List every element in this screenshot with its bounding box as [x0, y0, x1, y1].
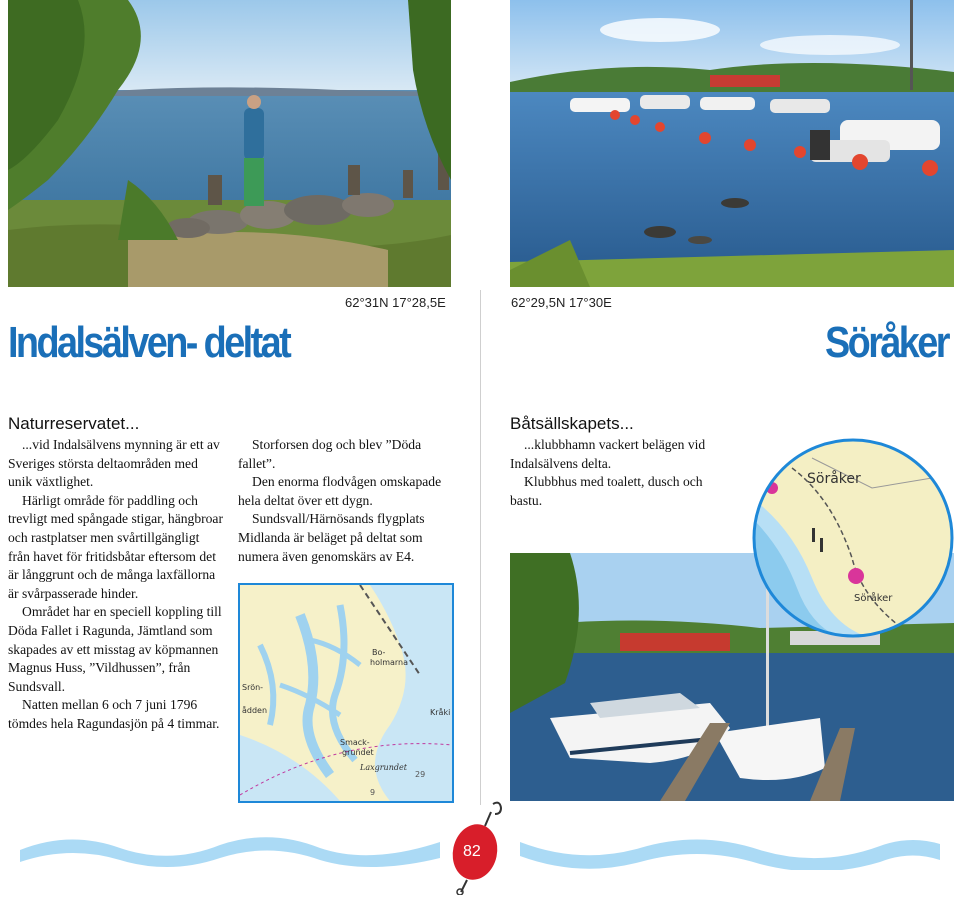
paragraph: ...vid Indalsälvens mynning är ett av Sveriges största deltaområden med unik växtlighet.: [8, 437, 220, 490]
paragraph: ...klubbhamn vackert belägen vid Indalsälvens delta.: [510, 437, 706, 471]
right-column-1: [510, 436, 715, 510]
map-label-bo: Bo-: [372, 648, 386, 657]
map-label-laxgrundet: Laxgrundet: [360, 763, 407, 772]
left-column-2: [238, 436, 450, 566]
left-coordinates: 62°31N 17°28,5E: [345, 295, 446, 310]
right-page-title: Söråker: [825, 318, 948, 367]
left-page-title: Indalsälven- deltat: [8, 318, 290, 367]
map-label-smack: Smack-: [340, 738, 370, 747]
soraker-inset-map: [752, 438, 954, 638]
paragraph: Storforsen dog och blev ”Döda fallet”.: [238, 437, 422, 471]
paragraph: Den enorma flodvågen omskapade hela deltat över ett dygn.: [238, 474, 442, 508]
paragraph: Natten mellan 6 och 7 juni 1796 tömdes hela Ragundasjön på 4 timmar.: [8, 697, 220, 731]
map-depth-29: 29: [415, 770, 426, 779]
marina-photo: [510, 0, 954, 287]
map-label-grundet: grundet: [342, 748, 374, 757]
inset-map-label-top: Söråker: [807, 471, 861, 487]
right-subtitle: Båtsällskapets...: [510, 414, 634, 433]
paragraph: Området har en speciell koppling till Döda Fallet i Ragunda, Jämtland som skapades av ett misstag av köpmannen Magnus Huss, ”Vildhussen”, från Sundsvall.: [8, 604, 222, 694]
paragraph: Klubbhus med toalett, dusch och bastu.: [510, 474, 703, 508]
delta-nautical-map: [238, 583, 454, 803]
paragraph: Sundsvall/Härnösands flygplats Midlanda är beläget på deltat som numera även genomskärs av E4.: [238, 511, 425, 564]
lake-shore-photo: [8, 0, 451, 287]
left-subtitle: Naturreservatet...: [8, 414, 140, 433]
right-coordinates: 62°29,5N 17°30E: [511, 295, 612, 310]
left-column-1: [8, 436, 223, 734]
page-number: 82: [463, 843, 481, 860]
map-label-kraki: Kråki: [430, 708, 451, 717]
page-spine-divider: [480, 290, 481, 805]
map-label-holmarna: holmarna: [370, 658, 409, 667]
paragraph: Härligt område för paddling och trevligt med spångade stigar, hängbroar och rastplatser men svårtillgängligt från havet för fritidsbåtar eftersom det är långgrunt och de många laxfällorna är svårpasserade hinder.: [8, 492, 223, 601]
right-wave-decoration: [520, 820, 940, 870]
left-wave-decoration: [20, 820, 440, 870]
map-label-sron: Srön-: [242, 683, 264, 692]
map-label-adden: ådden: [242, 706, 268, 715]
inset-map-label-bottom: Söråker: [854, 593, 893, 604]
map-depth-9: 9: [370, 788, 376, 797]
